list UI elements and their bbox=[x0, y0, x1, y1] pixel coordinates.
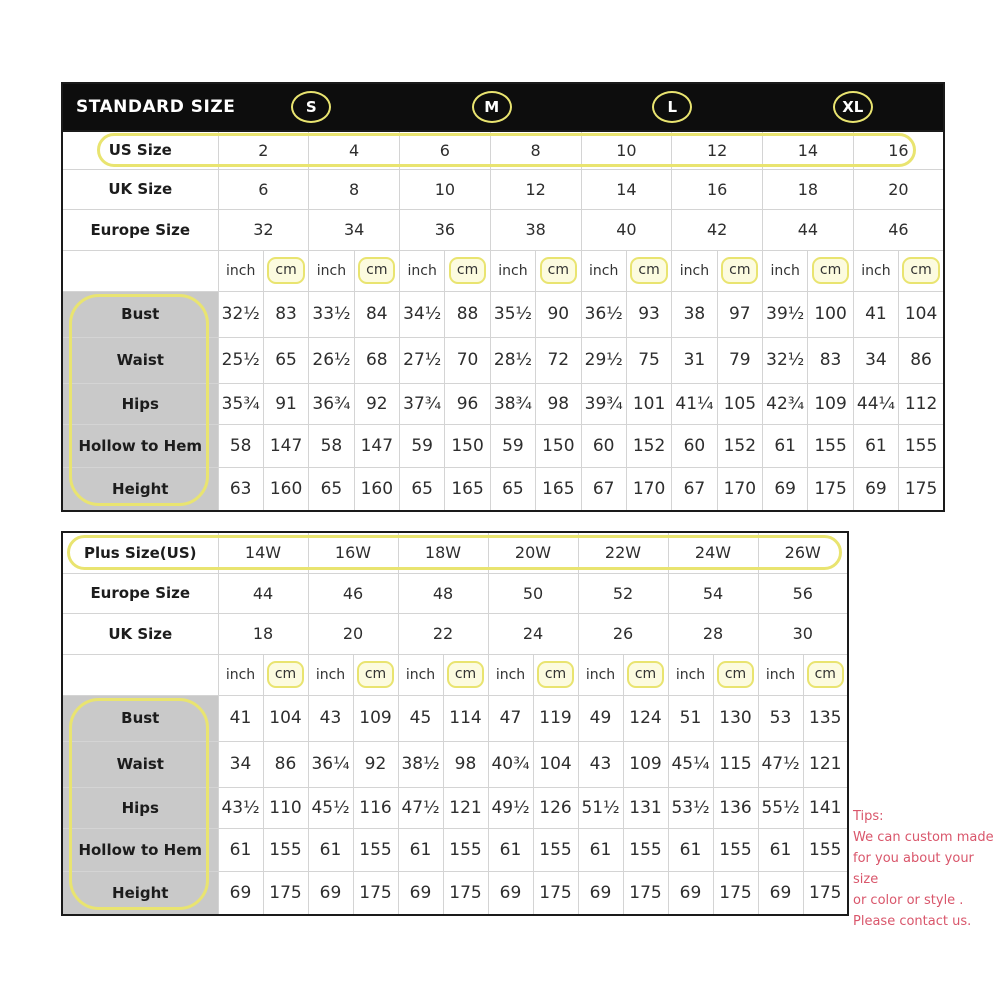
measurement-cell: 69 bbox=[758, 871, 803, 915]
size-cell: 40 bbox=[581, 209, 672, 250]
row-label: Europe Size bbox=[62, 209, 218, 250]
measurement-cell: 58 bbox=[309, 424, 354, 467]
measurement-cell: 69 bbox=[488, 871, 533, 915]
measurement-cell: 155 bbox=[623, 828, 668, 871]
inch-unit-cell: inch bbox=[308, 654, 353, 695]
size-cell: 44 bbox=[763, 209, 854, 250]
measurement-cell: 165 bbox=[536, 467, 581, 511]
measurement-cell: 92 bbox=[353, 741, 398, 787]
size-cell: 26 bbox=[578, 613, 668, 654]
measurement-cell: 32½ bbox=[763, 337, 808, 383]
size-cell: 20 bbox=[308, 613, 398, 654]
tips-line: We can custom made bbox=[853, 830, 994, 845]
row-label: Hips bbox=[62, 787, 218, 828]
size-cell: 10 bbox=[400, 169, 491, 209]
measurement-cell: 38½ bbox=[398, 741, 443, 787]
measurement-cell: 43 bbox=[308, 695, 353, 741]
standard-size-title: STANDARD SIZE bbox=[76, 97, 236, 117]
measurement-cell: 98 bbox=[536, 383, 581, 424]
measurement-cell: 155 bbox=[533, 828, 578, 871]
cm-unit-cell bbox=[354, 250, 399, 291]
size-cell: 12 bbox=[672, 131, 763, 169]
size-xl-highlight-ellipse: XL bbox=[833, 91, 873, 123]
cm-unit-cell bbox=[445, 250, 490, 291]
measurement-cell: 67 bbox=[672, 467, 717, 511]
standard-size-grid bbox=[61, 130, 945, 512]
standard-size-header-bar bbox=[61, 82, 945, 130]
measurement-cell: 130 bbox=[713, 695, 758, 741]
measurement-cell: 37¾ bbox=[400, 383, 445, 424]
measurement-cell: 175 bbox=[803, 871, 848, 915]
measurement-cell: 96 bbox=[445, 383, 490, 424]
measurement-cell: 51 bbox=[668, 695, 713, 741]
measurement-cell: 175 bbox=[623, 871, 668, 915]
measurement-cell: 150 bbox=[445, 424, 490, 467]
cm-unit-highlight-box: cm bbox=[717, 661, 754, 688]
size-cell: 44 bbox=[218, 573, 308, 613]
measurement-cell: 53½ bbox=[668, 787, 713, 828]
measurement-cell: 43 bbox=[578, 741, 623, 787]
row-label: Europe Size bbox=[62, 573, 218, 613]
measurement-cell: 36¼ bbox=[308, 741, 353, 787]
measurement-cell: 160 bbox=[354, 467, 399, 511]
size-l-highlight-ellipse: L bbox=[652, 91, 692, 123]
measurement-cell: 175 bbox=[533, 871, 578, 915]
measurement-cell: 26½ bbox=[309, 337, 354, 383]
measurement-cell: 104 bbox=[263, 695, 308, 741]
size-s-highlight-ellipse: S bbox=[291, 91, 331, 123]
row-label: Plus Size(US) bbox=[62, 532, 218, 573]
row-label: Waist bbox=[62, 337, 218, 383]
row-label: Height bbox=[62, 467, 218, 511]
measurement-cell: 61 bbox=[668, 828, 713, 871]
measurement-cell: 109 bbox=[623, 741, 668, 787]
measurement-cell: 175 bbox=[713, 871, 758, 915]
measurement-cell: 170 bbox=[717, 467, 762, 511]
measurement-cell: 49½ bbox=[488, 787, 533, 828]
inch-unit-cell: inch bbox=[853, 250, 898, 291]
tips-line: Please contact us. bbox=[853, 914, 972, 929]
measurement-cell: 69 bbox=[668, 871, 713, 915]
measurement-cell: 39½ bbox=[763, 291, 808, 337]
cm-unit-cell bbox=[353, 654, 398, 695]
cm-unit-cell bbox=[443, 654, 488, 695]
measurement-cell: 175 bbox=[899, 467, 944, 511]
measurement-cell: 147 bbox=[263, 424, 308, 467]
measurement-cell: 109 bbox=[808, 383, 853, 424]
cm-unit-highlight-box: cm bbox=[812, 257, 849, 284]
measurement-cell: 175 bbox=[443, 871, 488, 915]
measurement-cell: 126 bbox=[533, 787, 578, 828]
measurement-cell: 63 bbox=[218, 467, 263, 511]
measurement-cell: 61 bbox=[853, 424, 898, 467]
measurement-cell: 114 bbox=[443, 695, 488, 741]
measurement-cell: 109 bbox=[353, 695, 398, 741]
row-label: US Size bbox=[62, 131, 218, 169]
cm-unit-highlight-box: cm bbox=[358, 257, 395, 284]
measurement-cell: 79 bbox=[717, 337, 762, 383]
cm-unit-highlight-box: cm bbox=[540, 257, 577, 284]
cm-unit-cell bbox=[263, 250, 308, 291]
cm-unit-highlight-box: cm bbox=[449, 257, 486, 284]
measurement-cell: 61 bbox=[398, 828, 443, 871]
inch-unit-cell: inch bbox=[488, 654, 533, 695]
row-label: UK Size bbox=[62, 169, 218, 209]
size-cell: 12 bbox=[490, 169, 581, 209]
measurement-cell: 59 bbox=[490, 424, 535, 467]
cm-unit-cell bbox=[533, 654, 578, 695]
size-cell: 50 bbox=[488, 573, 578, 613]
measurement-cell: 51½ bbox=[578, 787, 623, 828]
measurement-cell: 47½ bbox=[398, 787, 443, 828]
size-cell: 14 bbox=[581, 169, 672, 209]
measurement-cell: 27½ bbox=[400, 337, 445, 383]
measurement-cell: 61 bbox=[763, 424, 808, 467]
size-cell: 28 bbox=[668, 613, 758, 654]
size-cell: 34 bbox=[309, 209, 400, 250]
measurement-cell: 165 bbox=[445, 467, 490, 511]
inch-unit-cell: inch bbox=[763, 250, 808, 291]
measurement-cell: 83 bbox=[808, 337, 853, 383]
measurement-cell: 31 bbox=[672, 337, 717, 383]
measurement-cell: 47½ bbox=[758, 741, 803, 787]
measurement-cell: 141 bbox=[803, 787, 848, 828]
inch-unit-cell: inch bbox=[400, 250, 445, 291]
cm-unit-highlight-box: cm bbox=[630, 257, 667, 284]
inch-unit-cell: inch bbox=[581, 250, 626, 291]
size-cell: 24W bbox=[668, 532, 758, 573]
measurement-cell: 60 bbox=[581, 424, 626, 467]
size-cell: 16 bbox=[853, 131, 944, 169]
standard-size-table bbox=[61, 82, 945, 512]
cm-unit-highlight-box: cm bbox=[267, 661, 304, 688]
measurement-cell: 147 bbox=[354, 424, 399, 467]
measurement-cell: 98 bbox=[443, 741, 488, 787]
measurement-cell: 116 bbox=[353, 787, 398, 828]
measurement-cell: 69 bbox=[763, 467, 808, 511]
measurement-cell: 121 bbox=[803, 741, 848, 787]
tips-line: or color or style . bbox=[853, 893, 964, 908]
measurement-cell: 70 bbox=[445, 337, 490, 383]
measurement-cell: 155 bbox=[713, 828, 758, 871]
size-cell: 2 bbox=[218, 131, 309, 169]
cm-unit-highlight-box: cm bbox=[902, 257, 939, 284]
measurement-cell: 67 bbox=[581, 467, 626, 511]
size-group-m bbox=[402, 91, 583, 123]
size-cell: 48 bbox=[398, 573, 488, 613]
size-cell: 38 bbox=[490, 209, 581, 250]
measurement-cell: 155 bbox=[353, 828, 398, 871]
measurement-cell: 34 bbox=[218, 741, 263, 787]
measurement-cell: 155 bbox=[263, 828, 308, 871]
size-cell: 4 bbox=[309, 131, 400, 169]
measurement-cell: 105 bbox=[717, 383, 762, 424]
inch-unit-cell: inch bbox=[218, 654, 263, 695]
measurement-cell: 41 bbox=[218, 695, 263, 741]
measurement-cell: 175 bbox=[808, 467, 853, 511]
size-group-s bbox=[221, 91, 402, 123]
measurement-cell: 150 bbox=[536, 424, 581, 467]
measurement-cell: 124 bbox=[623, 695, 668, 741]
measurement-cell: 65 bbox=[309, 467, 354, 511]
measurement-cell: 65 bbox=[490, 467, 535, 511]
row-label: Hips bbox=[62, 383, 218, 424]
measurement-cell: 83 bbox=[263, 291, 308, 337]
inch-unit-cell: inch bbox=[578, 654, 623, 695]
inch-unit-cell: inch bbox=[490, 250, 535, 291]
cm-unit-highlight-box: cm bbox=[357, 661, 394, 688]
row-label: Bust bbox=[62, 695, 218, 741]
measurement-cell: 88 bbox=[445, 291, 490, 337]
cm-unit-cell bbox=[803, 654, 848, 695]
row-label: UK Size bbox=[62, 613, 218, 654]
measurement-cell: 42¾ bbox=[763, 383, 808, 424]
size-cell: 8 bbox=[490, 131, 581, 169]
measurement-cell: 32½ bbox=[218, 291, 263, 337]
measurement-cell: 36½ bbox=[581, 291, 626, 337]
cm-unit-cell bbox=[713, 654, 758, 695]
size-cell: 26W bbox=[758, 532, 848, 573]
size-cell: 6 bbox=[400, 131, 491, 169]
size-cell: 32 bbox=[218, 209, 309, 250]
measurement-cell: 61 bbox=[218, 828, 263, 871]
size-cell: 30 bbox=[758, 613, 848, 654]
measurement-cell: 115 bbox=[713, 741, 758, 787]
size-cell: 54 bbox=[668, 573, 758, 613]
measurement-cell: 61 bbox=[758, 828, 803, 871]
measurement-cell: 69 bbox=[308, 871, 353, 915]
measurement-cell: 131 bbox=[623, 787, 668, 828]
row-label: Hollow to Hem bbox=[62, 828, 218, 871]
inch-unit-cell: inch bbox=[218, 250, 263, 291]
size-cell: 42 bbox=[672, 209, 763, 250]
inch-unit-cell: inch bbox=[758, 654, 803, 695]
size-cell: 22 bbox=[398, 613, 488, 654]
measurement-cell: 34½ bbox=[400, 291, 445, 337]
measurement-cell: 59 bbox=[400, 424, 445, 467]
measurement-cell: 33½ bbox=[309, 291, 354, 337]
measurement-cell: 34 bbox=[853, 337, 898, 383]
measurement-cell: 112 bbox=[899, 383, 944, 424]
measurement-cell: 135 bbox=[803, 695, 848, 741]
cm-unit-cell bbox=[899, 250, 944, 291]
measurement-cell: 160 bbox=[263, 467, 308, 511]
size-cell: 46 bbox=[853, 209, 944, 250]
measurement-cell: 53 bbox=[758, 695, 803, 741]
measurement-cell: 69 bbox=[578, 871, 623, 915]
measurement-cell: 25½ bbox=[218, 337, 263, 383]
measurement-cell: 47 bbox=[488, 695, 533, 741]
size-cell: 6 bbox=[218, 169, 309, 209]
size-cell: 52 bbox=[578, 573, 668, 613]
tips-line: for you about your size bbox=[853, 851, 974, 887]
measurement-cell: 175 bbox=[263, 871, 308, 915]
measurement-cell: 38¾ bbox=[490, 383, 535, 424]
measurement-cell: 29½ bbox=[581, 337, 626, 383]
measurement-cell: 155 bbox=[443, 828, 488, 871]
row-label: Hollow to Hem bbox=[62, 424, 218, 467]
measurement-cell: 35¾ bbox=[218, 383, 263, 424]
measurement-cell: 41 bbox=[853, 291, 898, 337]
measurement-cell: 45½ bbox=[308, 787, 353, 828]
measurement-cell: 104 bbox=[899, 291, 944, 337]
measurement-cell: 93 bbox=[626, 291, 671, 337]
unit-row-spacer bbox=[62, 654, 218, 695]
size-cell: 8 bbox=[309, 169, 400, 209]
size-group-xl bbox=[763, 91, 944, 123]
measurement-cell: 110 bbox=[263, 787, 308, 828]
tips-note bbox=[853, 806, 999, 932]
measurement-cell: 69 bbox=[398, 871, 443, 915]
cm-unit-highlight-box: cm bbox=[267, 257, 304, 284]
size-cell: 16 bbox=[672, 169, 763, 209]
size-cell: 18 bbox=[763, 169, 854, 209]
measurement-cell: 84 bbox=[354, 291, 399, 337]
measurement-cell: 175 bbox=[353, 871, 398, 915]
measurement-cell: 35½ bbox=[490, 291, 535, 337]
measurement-cell: 60 bbox=[672, 424, 717, 467]
measurement-cell: 155 bbox=[808, 424, 853, 467]
measurement-cell: 65 bbox=[263, 337, 308, 383]
measurement-cell: 104 bbox=[533, 741, 578, 787]
measurement-cell: 44¼ bbox=[853, 383, 898, 424]
size-cell: 14W bbox=[218, 532, 308, 573]
measurement-cell: 152 bbox=[717, 424, 762, 467]
measurement-cell: 61 bbox=[308, 828, 353, 871]
measurement-cell: 100 bbox=[808, 291, 853, 337]
measurement-cell: 58 bbox=[218, 424, 263, 467]
measurement-cell: 92 bbox=[354, 383, 399, 424]
size-cell: 16W bbox=[308, 532, 398, 573]
measurement-cell: 55½ bbox=[758, 787, 803, 828]
measurement-cell: 61 bbox=[578, 828, 623, 871]
measurement-cell: 152 bbox=[626, 424, 671, 467]
size-cell: 36 bbox=[400, 209, 491, 250]
cm-unit-cell bbox=[808, 250, 853, 291]
inch-unit-cell: inch bbox=[672, 250, 717, 291]
measurement-cell: 72 bbox=[536, 337, 581, 383]
measurement-cell: 45¼ bbox=[668, 741, 713, 787]
size-cell: 10 bbox=[581, 131, 672, 169]
cm-unit-cell bbox=[536, 250, 581, 291]
measurement-cell: 28½ bbox=[490, 337, 535, 383]
size-cell: 56 bbox=[758, 573, 848, 613]
cm-unit-cell bbox=[717, 250, 762, 291]
measurement-cell: 38 bbox=[672, 291, 717, 337]
measurement-cell: 45 bbox=[398, 695, 443, 741]
measurement-cell: 121 bbox=[443, 787, 488, 828]
inch-unit-cell: inch bbox=[309, 250, 354, 291]
size-m-highlight-ellipse: M bbox=[472, 91, 512, 123]
measurement-cell: 43½ bbox=[218, 787, 263, 828]
tips-title: Tips: bbox=[853, 809, 884, 824]
measurement-cell: 75 bbox=[626, 337, 671, 383]
measurement-cell: 39¾ bbox=[581, 383, 626, 424]
size-cell: 46 bbox=[308, 573, 398, 613]
row-label: Waist bbox=[62, 741, 218, 787]
measurement-cell: 68 bbox=[354, 337, 399, 383]
measurement-cell: 69 bbox=[853, 467, 898, 511]
size-cell: 18W bbox=[398, 532, 488, 573]
measurement-cell: 49 bbox=[578, 695, 623, 741]
measurement-cell: 86 bbox=[899, 337, 944, 383]
measurement-cell: 41¼ bbox=[672, 383, 717, 424]
measurement-cell: 65 bbox=[400, 467, 445, 511]
size-cell: 18 bbox=[218, 613, 308, 654]
measurement-cell: 119 bbox=[533, 695, 578, 741]
cm-unit-cell bbox=[626, 250, 671, 291]
cm-unit-highlight-box: cm bbox=[447, 661, 484, 688]
size-cell: 14 bbox=[763, 131, 854, 169]
measurement-cell: 101 bbox=[626, 383, 671, 424]
inch-unit-cell: inch bbox=[668, 654, 713, 695]
measurement-cell: 136 bbox=[713, 787, 758, 828]
measurement-cell: 90 bbox=[536, 291, 581, 337]
size-group-l bbox=[582, 91, 763, 123]
measurement-cell: 170 bbox=[626, 467, 671, 511]
measurement-cell: 61 bbox=[488, 828, 533, 871]
measurement-cell: 69 bbox=[218, 871, 263, 915]
measurement-cell: 91 bbox=[263, 383, 308, 424]
measurement-cell: 97 bbox=[717, 291, 762, 337]
cm-unit-highlight-box: cm bbox=[627, 661, 664, 688]
row-label: Height bbox=[62, 871, 218, 915]
measurement-cell: 36¾ bbox=[309, 383, 354, 424]
cm-unit-highlight-box: cm bbox=[721, 257, 758, 284]
measurement-cell: 40¾ bbox=[488, 741, 533, 787]
inch-unit-cell: inch bbox=[398, 654, 443, 695]
size-cell: 20W bbox=[488, 532, 578, 573]
size-cell: 20 bbox=[853, 169, 944, 209]
measurement-cell: 155 bbox=[803, 828, 848, 871]
plus-size-table bbox=[61, 531, 849, 916]
cm-unit-cell bbox=[623, 654, 668, 695]
size-cell: 24 bbox=[488, 613, 578, 654]
cm-unit-highlight-box: cm bbox=[807, 661, 844, 688]
cm-unit-cell bbox=[263, 654, 308, 695]
row-label: Bust bbox=[62, 291, 218, 337]
unit-row-spacer bbox=[62, 250, 218, 291]
plus-size-grid bbox=[61, 531, 849, 916]
measurement-cell: 86 bbox=[263, 741, 308, 787]
size-cell: 22W bbox=[578, 532, 668, 573]
cm-unit-highlight-box: cm bbox=[537, 661, 574, 688]
measurement-cell: 155 bbox=[899, 424, 944, 467]
